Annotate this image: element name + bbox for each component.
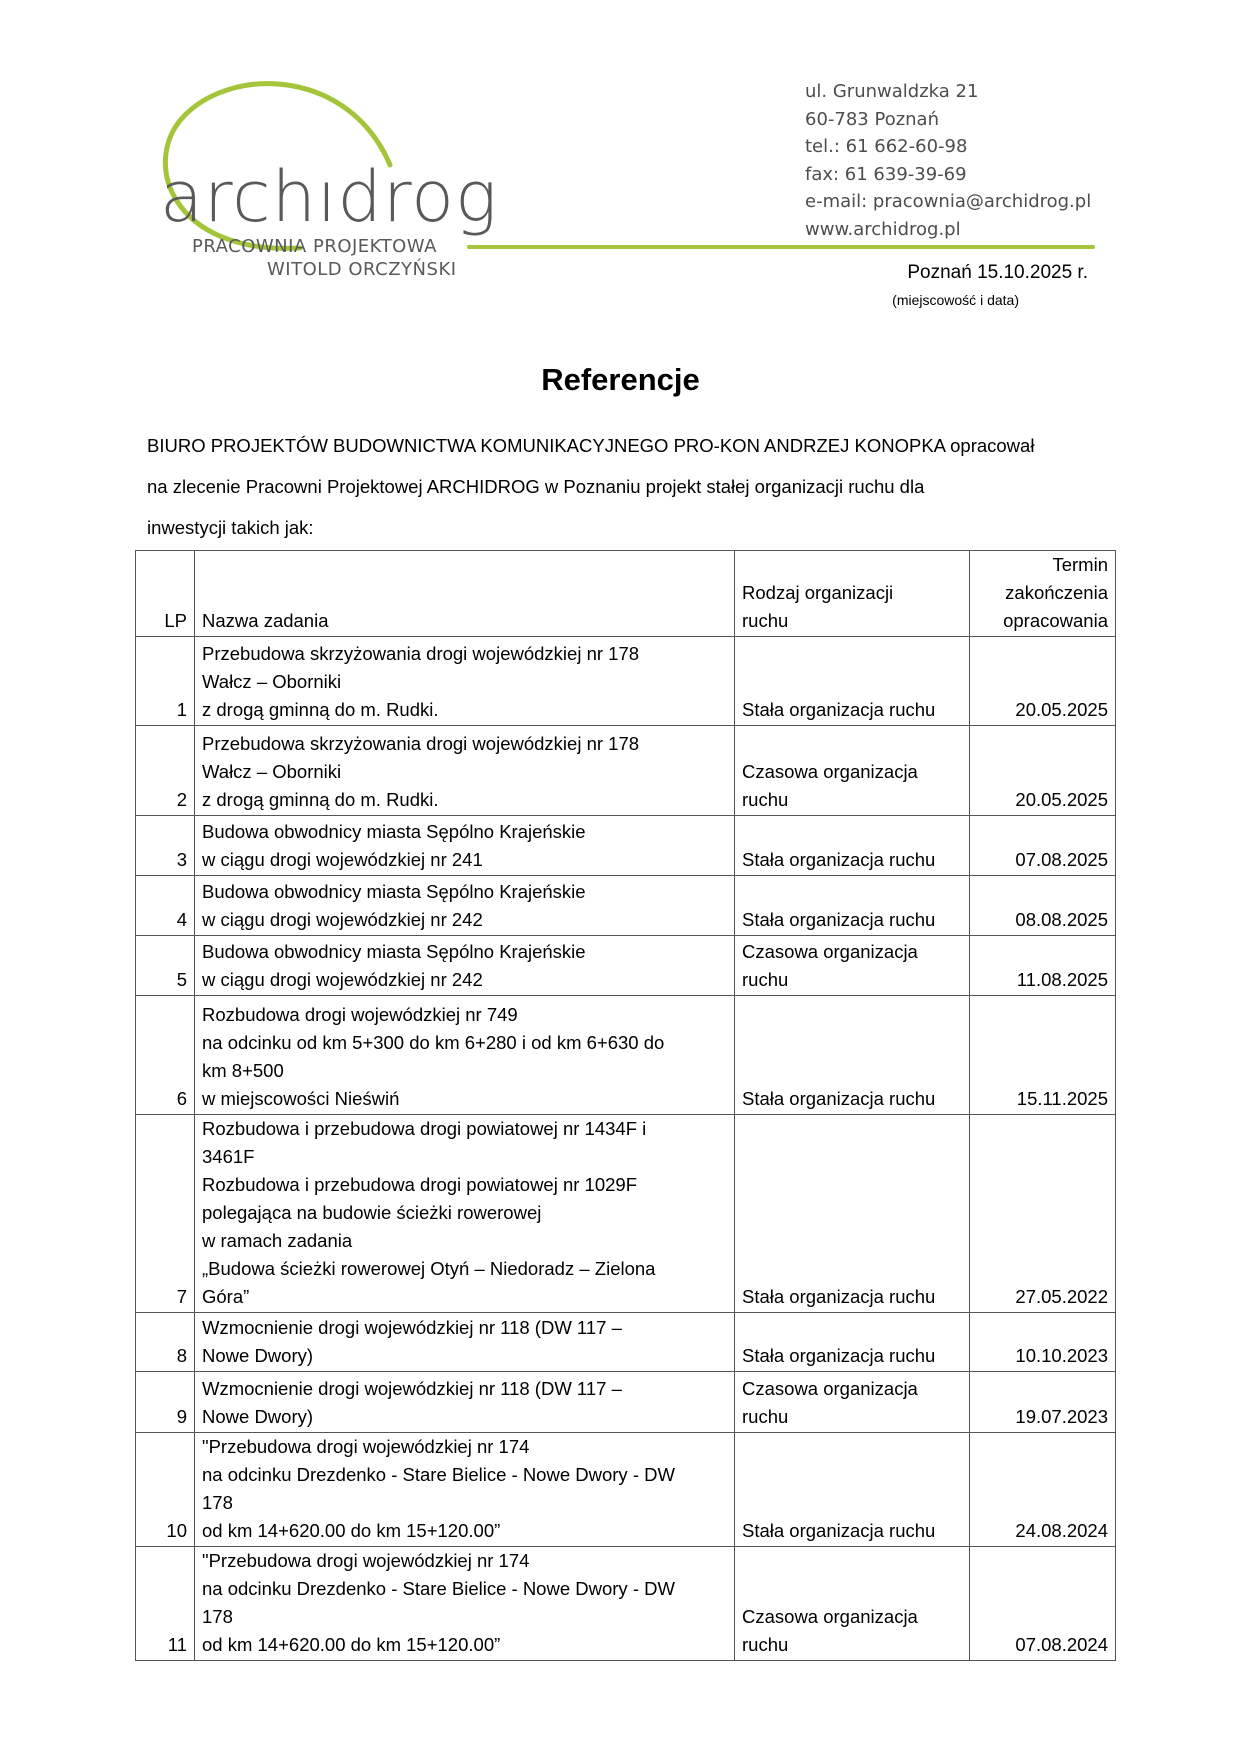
- organization-type-line: ruchu: [742, 789, 789, 810]
- task-name-line: Budowa obwodnicy miasta Sępólno Krajeńskie: [202, 821, 586, 842]
- contact-fax: fax: 61 639-39-69: [805, 163, 967, 185]
- organization-type-line: Czasowa organizacja: [742, 1378, 918, 1399]
- intro-line: inwestycji takich jak:: [147, 517, 314, 538]
- row-completion-date: 20.05.2025: [970, 726, 1116, 816]
- table-row: [136, 1313, 1116, 1372]
- task-name-line: od km 14+620.00 do km 15+120.00”: [202, 1520, 501, 1541]
- task-name-line: na odcinku Drezdenko - Stare Bielice - Nowe Dwory - DW: [202, 1578, 675, 1599]
- task-name-line: Przebudowa skrzyżowania drogi wojewódzkiej nr 178: [202, 733, 640, 754]
- row-traffic-organization-type: [735, 936, 970, 996]
- row-lp: 2: [136, 726, 195, 816]
- task-name-line: w miejscowości Nieświń: [202, 1088, 400, 1109]
- task-name-line: w ramach zadania: [202, 1230, 353, 1251]
- contact-street: ul. Grunwaldzka 21: [805, 81, 979, 102]
- references-table: [135, 550, 1116, 1661]
- task-name-line: Nowe Dwory): [202, 1406, 314, 1427]
- row-traffic-organization-type: [735, 1372, 970, 1433]
- row-lp: 7: [136, 1115, 195, 1313]
- row-traffic-organization-type: [735, 816, 970, 876]
- task-name-line: na odcinku Drezdenko - Stare Bielice - Nowe Dwory - DW: [202, 1464, 675, 1485]
- header-lp: LP: [136, 551, 195, 637]
- task-name-line: od km 14+620.00 do km 15+120.00”: [202, 1634, 501, 1655]
- row-completion-date: 07.08.2024: [970, 1547, 1116, 1661]
- row-task-name: [195, 1115, 735, 1313]
- organization-type-line: ruchu: [742, 1406, 789, 1427]
- contact-email: e-mail: pracownia@archidrog.pl: [805, 191, 1092, 212]
- task-name-line: "Przebudowa drogi wojewódzkiej nr 174: [202, 1436, 530, 1457]
- task-name-line: "Przebudowa drogi wojewódzkiej nr 174: [202, 1550, 530, 1571]
- row-traffic-organization-type: [735, 1547, 970, 1661]
- row-lp: 9: [136, 1372, 195, 1433]
- organization-type-line: ruchu: [742, 969, 789, 990]
- row-completion-date: 07.08.2025: [970, 816, 1116, 876]
- row-completion-date: 20.05.2025: [970, 637, 1116, 726]
- table-row: [136, 637, 1116, 726]
- row-lp: 11: [136, 1547, 195, 1661]
- organization-type-line: Stała organizacja ruchu: [742, 849, 936, 870]
- organization-type-line: Stała organizacja ruchu: [742, 1286, 936, 1307]
- row-task-name: [195, 1433, 735, 1547]
- row-task-name: [195, 1313, 735, 1372]
- table-row: [136, 816, 1116, 876]
- header-task-name: Nazwa zadania: [195, 551, 735, 637]
- task-name-line: na odcinku od km 5+300 do km 6+280 i od km 6+630 do: [202, 1032, 665, 1053]
- task-name-line: Przebudowa skrzyżowania drogi wojewódzkiej nr 178: [202, 643, 640, 664]
- table-row: [136, 876, 1116, 936]
- logo-subtitle-studio: PRACOWNIA PROJEKTOWA: [192, 236, 437, 257]
- task-name-line: polegająca na budowie ścieżki rowerowej: [202, 1202, 542, 1223]
- row-task-name: [195, 876, 735, 936]
- task-name-line: Wzmocnienie drogi wojewódzkiej nr 118 (DW 117 –: [202, 1317, 622, 1338]
- document-title: Referencje: [541, 362, 700, 397]
- task-name-line: Rozbudowa i przebudowa drogi powiatowej nr 1029F: [202, 1174, 638, 1195]
- row-task-name: [195, 816, 735, 876]
- row-lp: 1: [136, 637, 195, 726]
- row-task-name: [195, 726, 735, 816]
- task-name-line: Budowa obwodnicy miasta Sępólno Krajeńskie: [202, 941, 586, 962]
- task-name-line: w ciągu drogi wojewódzkiej nr 242: [202, 909, 483, 930]
- header-traffic-organization-type: Rodzaj organizacji ruchu: [735, 551, 970, 637]
- row-completion-date: 10.10.2023: [970, 1313, 1116, 1372]
- header-completion-date: Termin zakończenia opracowania: [970, 551, 1116, 637]
- intro-line: na zlecenie Pracowni Projektowej ARCHIDROG w Poznaniu projekt stałej organizacji ruchu dla: [147, 476, 925, 497]
- task-name-line: z drogą gminną do m. Rudki.: [202, 699, 439, 720]
- intro-line: BIURO PROJEKTÓW BUDOWNICTWA KOMUNIKACYJNEGO PRO-KON ANDRZEJ KONOPKA opracował: [147, 435, 1035, 456]
- row-task-name: [195, 637, 735, 726]
- task-name-line: km 8+500: [202, 1060, 284, 1081]
- table-row: [136, 1372, 1116, 1433]
- row-traffic-organization-type: [735, 1433, 970, 1547]
- organization-type-line: Stała organizacja ruchu: [742, 909, 936, 930]
- contact-block: [805, 78, 1091, 243]
- row-traffic-organization-type: [735, 1313, 970, 1372]
- intro-paragraph: [147, 425, 1107, 548]
- contact-phone: tel.: 61 662-60-98: [805, 136, 968, 157]
- organization-type-line: Czasowa organizacja: [742, 761, 918, 782]
- table-header-row: [136, 551, 1116, 637]
- row-traffic-organization-type: [735, 1115, 970, 1313]
- logo-wordmark: archıdrog: [160, 156, 498, 238]
- organization-type-line: Stała organizacja ruchu: [742, 1088, 936, 1109]
- organization-type-line: ruchu: [742, 1634, 789, 1655]
- table-row: [136, 726, 1116, 816]
- row-task-name: [195, 996, 735, 1115]
- organization-type-line: Stała organizacja ruchu: [742, 1520, 936, 1541]
- organization-type-line: Stała organizacja ruchu: [742, 1345, 936, 1366]
- logo-subtitle-owner: WITOLD ORCZYŃSKI: [267, 259, 457, 280]
- task-name-line: Rozbudowa i przebudowa drogi powiatowej nr 1434F i: [202, 1118, 647, 1139]
- letterhead-divider: [467, 245, 1095, 249]
- table-row: [136, 1547, 1116, 1661]
- row-lp: 10: [136, 1433, 195, 1547]
- row-traffic-organization-type: [735, 637, 970, 726]
- place-and-date: Poznań 15.10.2025 r.: [907, 262, 1088, 283]
- task-name-line: 178: [202, 1492, 233, 1513]
- organization-type-line: Czasowa organizacja: [742, 941, 918, 962]
- organization-type-line: Stała organizacja ruchu: [742, 699, 936, 720]
- row-completion-date: 11.08.2025: [970, 936, 1116, 996]
- row-traffic-organization-type: [735, 876, 970, 936]
- task-name-line: 178: [202, 1606, 233, 1627]
- row-completion-date: 24.08.2024: [970, 1433, 1116, 1547]
- row-lp: 6: [136, 996, 195, 1115]
- task-name-line: Wałcz – Oborniki: [202, 761, 342, 782]
- organization-type-line: Czasowa organizacja: [742, 1606, 918, 1627]
- row-lp: 3: [136, 816, 195, 876]
- row-traffic-organization-type: [735, 726, 970, 816]
- task-name-line: Budowa obwodnicy miasta Sępólno Krajeńskie: [202, 881, 586, 902]
- task-name-line: w ciągu drogi wojewódzkiej nr 242: [202, 969, 483, 990]
- row-completion-date: 15.11.2025: [970, 996, 1116, 1115]
- table-row: [136, 936, 1116, 996]
- row-lp: 5: [136, 936, 195, 996]
- company-logo: [150, 70, 630, 280]
- row-completion-date: 08.08.2025: [970, 876, 1116, 936]
- task-name-line: Nowe Dwory): [202, 1345, 314, 1366]
- task-name-line: Rozbudowa drogi wojewódzkiej nr 749: [202, 1004, 518, 1025]
- row-task-name: [195, 1547, 735, 1661]
- task-name-line: Wałcz – Oborniki: [202, 671, 342, 692]
- table-row: [136, 996, 1116, 1115]
- task-name-line: „Budowa ścieżki rowerowej Otyń – Niedoradz – Zielona: [202, 1258, 656, 1279]
- contact-website: www.archidrog.pl: [805, 218, 961, 240]
- row-completion-date: 27.05.2022: [970, 1115, 1116, 1313]
- row-task-name: [195, 1372, 735, 1433]
- place-and-date-caption: (miejscowość i data): [892, 292, 1019, 308]
- task-name-line: w ciągu drogi wojewódzkiej nr 241: [202, 849, 483, 870]
- table-row: [136, 1115, 1116, 1313]
- table-body: [136, 637, 1116, 1661]
- row-lp: 8: [136, 1313, 195, 1372]
- task-name-line: 3461F: [202, 1146, 255, 1167]
- table-row: [136, 1433, 1116, 1547]
- row-task-name: [195, 936, 735, 996]
- row-completion-date: 19.07.2023: [970, 1372, 1116, 1433]
- row-traffic-organization-type: [735, 996, 970, 1115]
- row-lp: 4: [136, 876, 195, 936]
- task-name-line: Góra”: [202, 1286, 250, 1307]
- task-name-line: z drogą gminną do m. Rudki.: [202, 789, 439, 810]
- task-name-line: Wzmocnienie drogi wojewódzkiej nr 118 (DW 117 –: [202, 1378, 622, 1399]
- contact-city: 60-783 Poznań: [805, 108, 939, 130]
